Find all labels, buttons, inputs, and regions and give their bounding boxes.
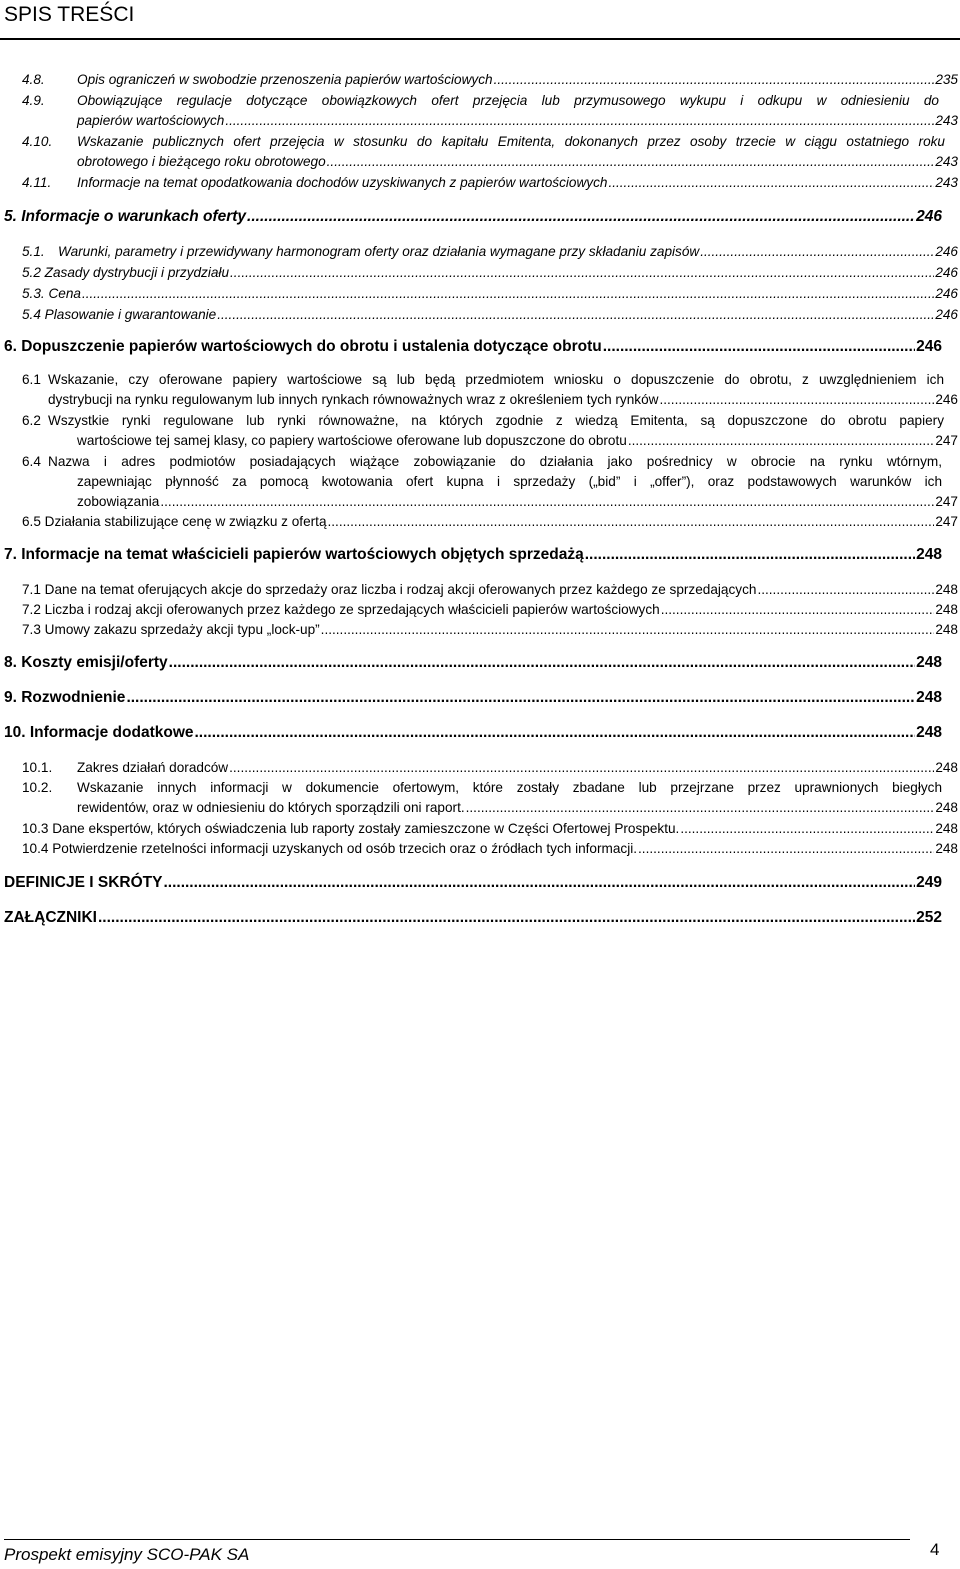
toc-text: 5.4 Plasowanie i gwarantowanie <box>22 307 217 322</box>
toc-text-continued: dystrybucji na rynku regulowanym lub innych rynkach równoważnych wraz z określeniem tych rynków <box>48 392 659 407</box>
dot-leader <box>163 872 915 894</box>
toc-page: 252 <box>916 909 942 926</box>
toc-text: 5.2 Zasady dystrybucji i przydziału <box>22 265 230 280</box>
dot-leader <box>321 620 935 640</box>
toc-page: 248 <box>935 841 958 856</box>
toc-number: 4.8. <box>22 72 45 87</box>
toc-text-continued: rewidentów, oraz w odniesieniu do których sporządzili oni raport. <box>77 800 465 815</box>
dot-leader <box>700 242 934 262</box>
toc-text: 10. Informacje dodatkowe <box>4 724 194 741</box>
toc-page: 246 <box>916 208 942 225</box>
footer-page-number: 4 <box>930 1540 940 1559</box>
dot-leader <box>126 687 915 709</box>
toc-page: 246 <box>935 265 958 280</box>
toc-text: Wskazanie innych informacji w dokumencie ofertowym, które zostały zbadane lub przejrzane przez uprawnionych biegłych <box>77 780 942 795</box>
dot-leader <box>466 798 935 818</box>
toc-page: 248 <box>916 654 942 671</box>
dot-leader <box>608 173 934 193</box>
footer-divider <box>4 1539 910 1540</box>
toc-text: 9. Rozwodnienie <box>4 689 126 706</box>
toc-text: Zakres działań doradców <box>77 760 229 775</box>
toc-text: 6.5 Działania stabilizujące cenę w związku z ofertą <box>22 514 327 529</box>
toc-number: 4.11. <box>22 175 52 190</box>
toc-text-continued: obrotowego i bieżącego roku obrotowego <box>77 154 326 169</box>
toc-page: 248 <box>935 602 958 617</box>
toc-page: 248 <box>935 821 958 836</box>
toc-text: 5. Informacje o warunkach oferty <box>4 208 247 225</box>
dot-leader <box>225 111 934 131</box>
toc-page: 248 <box>935 760 958 775</box>
toc-page: 248 <box>935 582 958 597</box>
dot-leader <box>217 305 934 325</box>
toc-text: 8. Koszty emisji/oferty <box>4 654 168 671</box>
dot-leader <box>638 839 934 859</box>
footer-document-title: Prospekt emisyjny SCO-PAK SA <box>4 1545 250 1564</box>
toc-page: 246 <box>935 244 958 259</box>
toc-page: 243 <box>935 154 958 169</box>
dot-leader <box>229 758 934 778</box>
toc-page: 246 <box>916 338 942 355</box>
toc-page: 247 <box>935 494 958 509</box>
toc-text: Wskazanie publicznych ofert przejęcia w stosunku do kapitału Emitenta, dokonanych przez osoby trzecie w ciągu ostatniego roku <box>77 134 945 149</box>
toc-page: 248 <box>916 724 942 741</box>
dot-leader <box>659 390 934 410</box>
toc-page: 246 <box>935 307 958 322</box>
toc-page: 235 <box>935 72 958 87</box>
dot-leader <box>494 70 935 90</box>
toc-page: 246 <box>935 286 958 301</box>
toc-page: 248 <box>916 689 942 706</box>
toc-number: 6.2 <box>22 413 41 428</box>
toc-text: Nazwa i adres podmiotów posiadających wiążące zobowiązanie do działania jako pośrednicy w obrocie na rynku wtórnym, <box>48 454 942 469</box>
dot-leader <box>82 284 934 304</box>
toc-page: 248 <box>935 800 958 815</box>
toc-text: 7.3 Umowy zakazu sprzedaży akcji typu „lock-up” <box>22 622 320 637</box>
toc-number: 4.9. <box>22 93 45 108</box>
toc-number: 6.4 <box>22 454 41 469</box>
toc-number: 10.2. <box>22 780 53 795</box>
dot-leader <box>628 431 934 451</box>
dot-leader <box>757 580 934 600</box>
toc-page: 247 <box>935 433 958 448</box>
toc-text: Wszystkie rynki regulowane lub rynki równoważne, na których zgodnie z wiedzą Emitenta, są dopuszczone do obrotu papiery <box>48 413 944 428</box>
dot-leader <box>98 907 915 929</box>
dot-leader <box>661 600 935 620</box>
toc-text: 7.1 Dane na temat oferujących akcje do sprzedaży oraz liczba i rodzaj akcji oferowanych przez każdego ze sprzedających <box>22 582 757 597</box>
toc-text: 10.4 Potwierdzenie rzetelności informacji uzyskanych od osób trzecich oraz o źródłach tych informacji. <box>22 841 638 856</box>
toc-number: 5.1. <box>22 244 45 259</box>
toc-page: 248 <box>935 622 958 637</box>
toc-text-continued: zapewniając płynność za pomocą kwotowania ofert kupna i sprzedaży („bid” i „offer”), oraz podstawowych warunków ich <box>77 474 942 489</box>
toc-number: 4.10. <box>22 134 53 149</box>
dot-leader <box>680 819 934 839</box>
toc-page: 243 <box>935 175 958 190</box>
toc-text-continued: papierów wartościowych <box>77 113 225 128</box>
toc-text: 10.3 Dane ekspertów, których oświadczenia lub raporty zostały zamieszczone w Części Ofertowej Prospektu. <box>22 821 680 836</box>
toc-text: Warunki, parametry i przewidywany harmonogram oferty oraz działania wymagane przy składaniu zapisów <box>58 244 700 259</box>
dot-leader <box>585 544 915 566</box>
toc-text: ZAŁĄCZNIKI <box>4 909 97 926</box>
toc-text-continued: wartościowe tej samej klasy, co papiery wartościowe oferowane lub dopuszczone do obrotu <box>77 433 627 448</box>
toc-text: Obowiązujące regulacje dotyczące obowiązkowych ofert przejęcia lub przymusowego wykupu i odkupu w odniesieniu do <box>77 93 939 108</box>
toc-page: 249 <box>916 874 942 891</box>
dot-leader <box>230 263 934 283</box>
dot-leader <box>169 652 915 674</box>
toc-page: 246 <box>935 392 958 407</box>
dot-leader <box>328 512 935 532</box>
toc-text: Opis ograniczeń w swobodzie przenoszenia papierów wartościowych <box>77 72 493 87</box>
page-header <box>0 0 960 40</box>
dot-leader <box>160 492 934 512</box>
dot-leader <box>247 206 915 228</box>
toc-number: 10.1. <box>22 760 53 775</box>
toc-text: Informacje na temat opodatkowania dochodów uzyskiwanych z papierów wartościowych <box>77 175 608 190</box>
dot-leader <box>603 336 915 358</box>
toc-text: Wskazanie, czy oferowane papiery wartościowe są lub będą przedmiotem wniosku o dopuszczenie do obrotu, z uwzględnieniem ich <box>48 372 944 387</box>
toc-text: DEFINICJE I SKRÓTY <box>4 874 163 891</box>
dot-leader <box>327 152 935 172</box>
toc-text: 7.2 Liczba i rodzaj akcji oferowanych przez każdego ze sprzedających właścicieli papierów wartościowych <box>22 602 660 617</box>
toc-number: 6.1 <box>22 372 41 387</box>
toc-text-continued: zobowiązania <box>77 494 160 509</box>
toc-text: 7. Informacje na temat właścicieli papierów wartościowych objętych sprzedażą <box>4 546 584 563</box>
toc-page: 248 <box>916 546 942 563</box>
dot-leader <box>195 722 916 744</box>
toc-page: 247 <box>935 514 958 529</box>
toc-text: 5.3. Cena <box>22 286 81 301</box>
toc-page: 243 <box>935 113 958 128</box>
page-title: SPIS TREŚCI <box>4 3 135 26</box>
toc-text: 6. Dopuszczenie papierów wartościowych do obrotu i ustalenia dotyczące obrotu <box>4 338 602 355</box>
